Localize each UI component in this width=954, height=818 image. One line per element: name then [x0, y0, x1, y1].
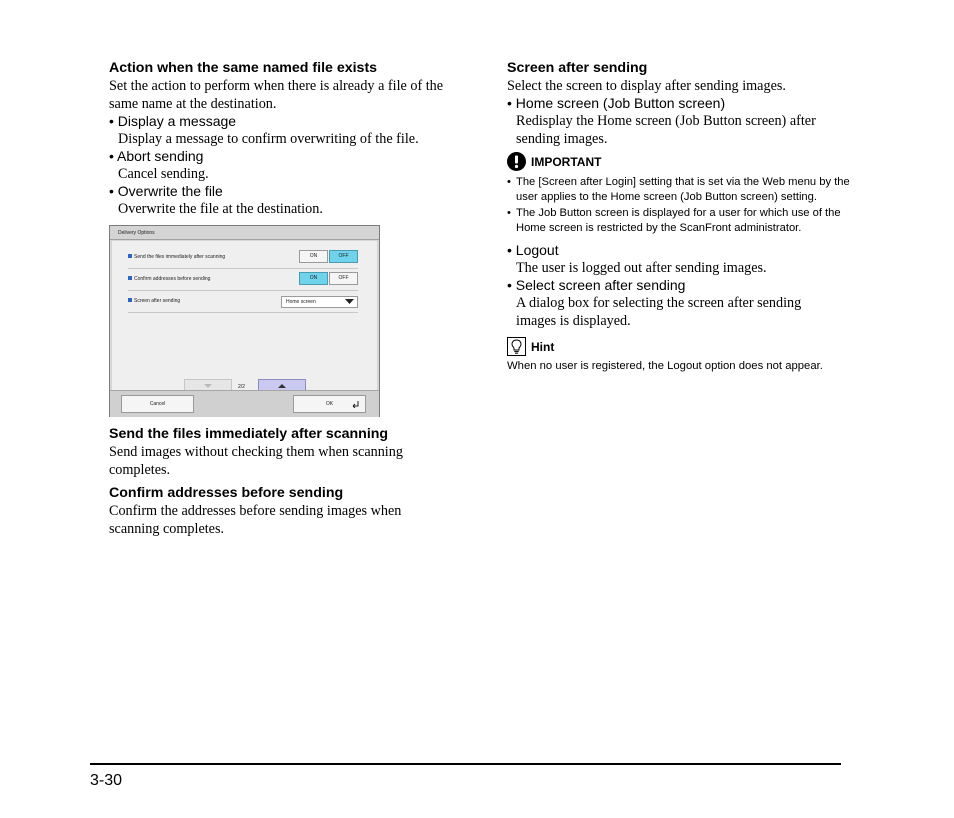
bullet-item: • Logout: [507, 242, 559, 259]
bullet-item: • Display a message: [109, 113, 237, 129]
important-heading: [507, 152, 852, 171]
setting-label: Screen after sending: [134, 298, 181, 304]
on-button[interactable]: ON: [299, 250, 328, 263]
bullet-item: • Home screen (Job Button screen): [507, 95, 726, 111]
bullet-square-icon: [128, 298, 132, 302]
bullet-group: [507, 242, 852, 330]
bullet-description: The user is logged out after sending images.: [516, 260, 767, 277]
setting-row: [128, 247, 358, 269]
enter-icon: [352, 401, 359, 408]
section-heading: Send the files immediately after scanning: [109, 426, 389, 442]
left-lower: [109, 425, 429, 538]
section-heading: Screen after sending: [507, 60, 648, 76]
off-button[interactable]: OFF: [329, 250, 358, 263]
section-heading: Confirm addresses before sending: [109, 485, 344, 501]
page-number: 3-30: [90, 772, 123, 789]
setting-label: Send the files immediately after scanning: [134, 254, 226, 260]
bullet-item: • Overwrite the file: [109, 183, 223, 199]
important-box: [507, 152, 852, 236]
ok-label: OK: [325, 401, 334, 407]
dialog-title: Delivery Options: [110, 226, 379, 240]
hint-title: Hint: [531, 339, 555, 354]
important-list: [507, 175, 852, 236]
screen-select[interactable]: [281, 296, 358, 308]
important-title: IMPORTANT: [531, 154, 602, 169]
section-heading: Action when the same named file exists: [109, 60, 378, 76]
bullet-square-icon: [128, 254, 132, 258]
section-body: Confirm the addresses before sending images when scanning completes.: [109, 503, 402, 537]
left-column: [109, 59, 449, 218]
bullet-description: Redisplay the Home screen (Job Button screen) after sending images.: [516, 113, 816, 147]
lightbulb-icon: [507, 337, 526, 356]
dialog-footer: [110, 390, 379, 417]
hint-heading: [507, 337, 852, 356]
chevron-down-icon: [345, 299, 354, 305]
setting-row: [128, 291, 358, 313]
on-button[interactable]: ON: [299, 272, 328, 285]
cancel-button[interactable]: Cancel: [121, 395, 194, 413]
right-column: [507, 59, 852, 374]
section-body: Send images without checking them when scanning completes.: [109, 444, 403, 478]
hint-box: [507, 337, 852, 374]
off-button[interactable]: OFF: [329, 272, 358, 285]
important-item: • The Job Button screen is displayed for a user for which use of the Home screen is restricted by the ScanFront administrator.: [507, 206, 852, 237]
ok-button[interactable]: [293, 395, 366, 413]
important-item: • The [Screen after Login] setting that is set via the Web menu by the user applies to the Home screen (Job Button screen) setting.: [507, 175, 852, 206]
bullet-description: A dialog box for selecting the screen after sending images is displayed.: [516, 295, 802, 330]
bullet-item: • Select screen after sending: [507, 277, 686, 294]
setting-label: Confirm addresses before sending: [134, 276, 211, 282]
exclamation-icon: [507, 152, 526, 171]
delivery-options-screenshot: [109, 225, 380, 417]
bullet-description: Overwrite the file at the destination.: [118, 201, 323, 217]
section-body: Select the screen to display after sending images.: [507, 78, 786, 94]
setting-row: [128, 269, 358, 291]
bullet-description: Display a message to confirm overwriting of the file.: [118, 131, 419, 147]
section-body: Set the action to perform when there is already a file of the same name at the destination.: [109, 78, 444, 112]
hint-text: When no user is registered, the Logout option does not appear.: [507, 360, 823, 373]
arrow-down-icon: [204, 384, 212, 389]
bullet-square-icon: [128, 276, 132, 280]
bullet-item: • Abort sending: [109, 148, 204, 164]
page-indicator: 2/2: [238, 384, 245, 390]
dialog-panel: [112, 241, 377, 399]
select-value: Home screen: [286, 299, 316, 305]
bullet-description: Cancel sending.: [118, 166, 209, 182]
arrow-up-icon: [278, 384, 286, 389]
footer-divider: [90, 763, 841, 765]
